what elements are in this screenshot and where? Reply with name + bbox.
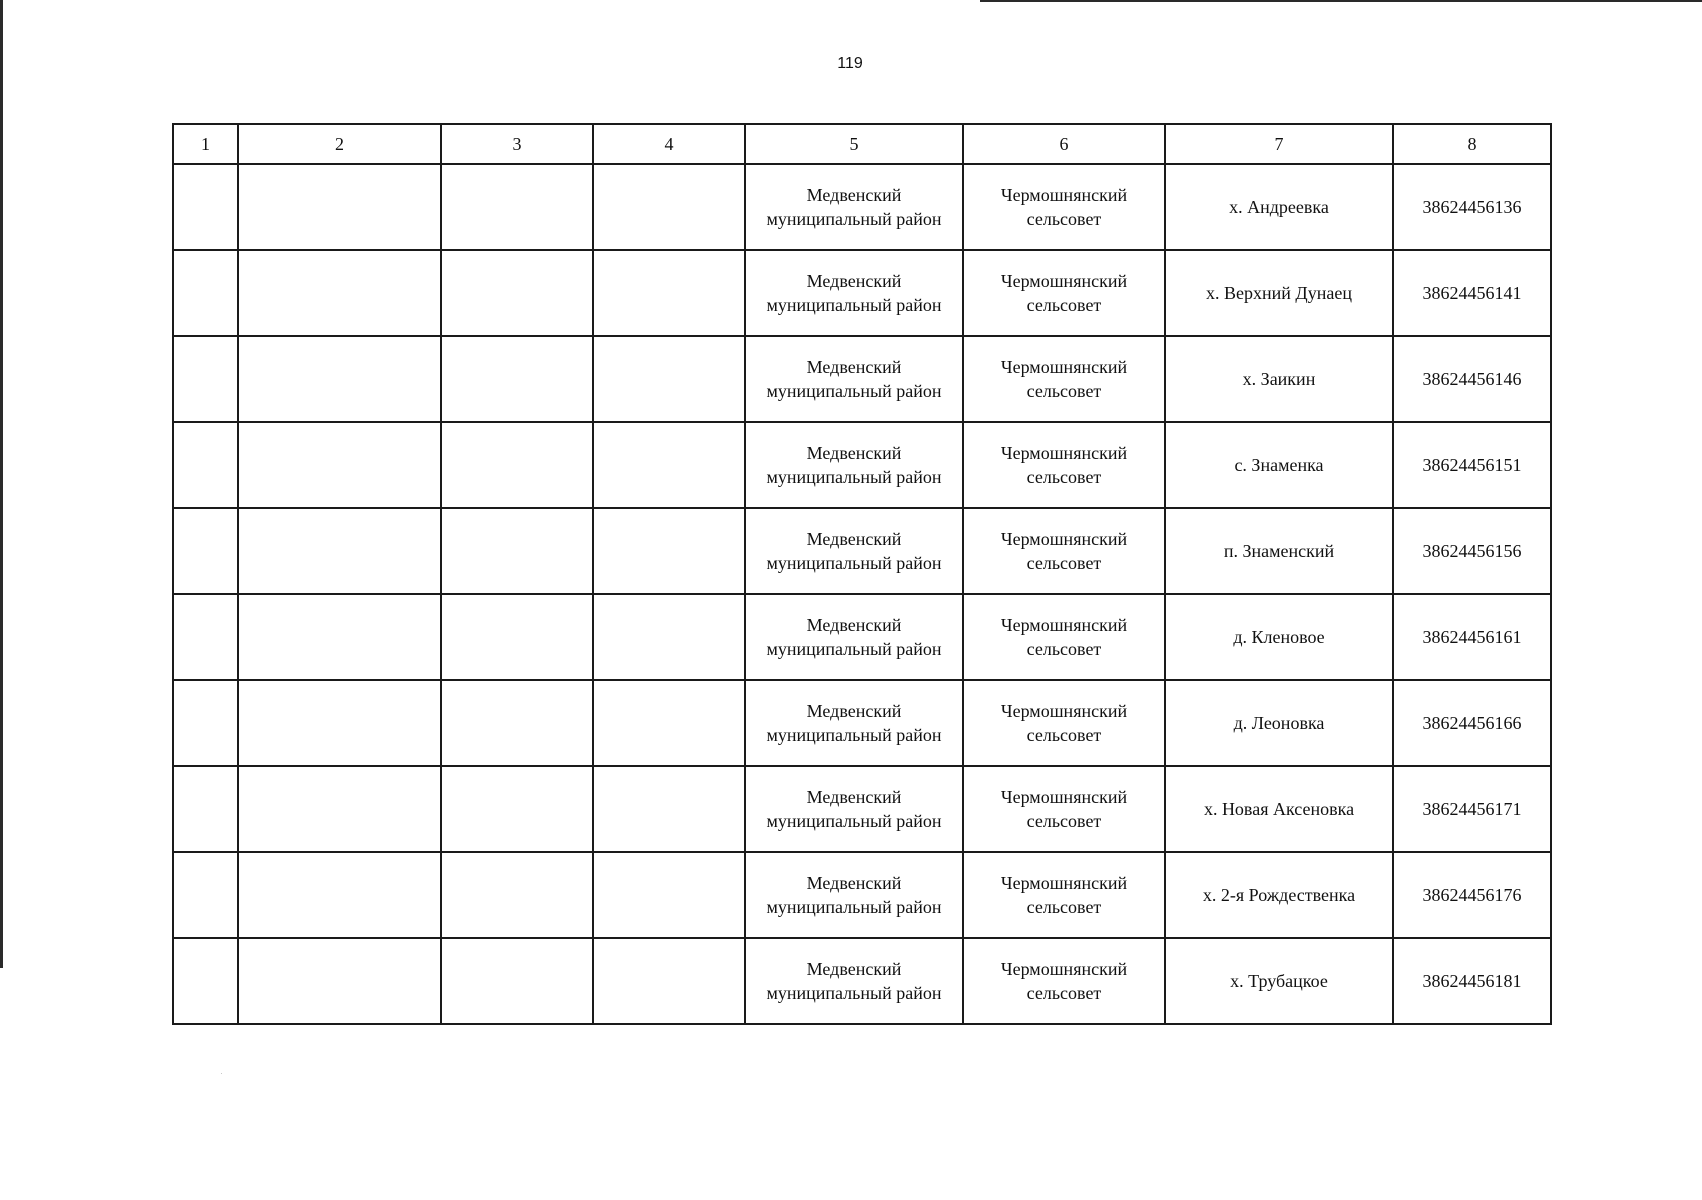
district-name: Медвенский: [806, 787, 902, 807]
cell-council: [963, 680, 1165, 766]
council-type: сельсовет: [1026, 983, 1102, 1003]
cell-col-1: [173, 508, 238, 594]
cell-col-3: [441, 164, 593, 250]
cell-col-3: [441, 594, 593, 680]
cell-settlement: д. Леоновка: [1165, 680, 1393, 766]
table-row: [173, 508, 1551, 594]
table-row: [173, 680, 1551, 766]
scan-top-edge: [980, 0, 1702, 2]
district-type: муниципальный район: [766, 295, 942, 315]
cell-col-2: [238, 336, 441, 422]
cell-col-4: [593, 250, 745, 336]
council-type: сельсовет: [1026, 209, 1102, 229]
scan-speck: [221, 1073, 222, 1074]
column-header-2: 2: [238, 124, 441, 164]
cell-oktmo-code: 38624456166: [1393, 680, 1551, 766]
cell-col-2: [238, 938, 441, 1024]
council-type: сельсовет: [1026, 553, 1102, 573]
cell-council: [963, 250, 1165, 336]
cell-col-3: [441, 422, 593, 508]
district-type: муниципальный район: [766, 811, 942, 831]
column-header-6: 6: [963, 124, 1165, 164]
table-row: [173, 164, 1551, 250]
cell-council: [963, 336, 1165, 422]
council-name: Чермошнянский: [1000, 959, 1128, 979]
council-name: Чермошнянский: [1000, 701, 1128, 721]
cell-district: [745, 336, 963, 422]
table-row: [173, 766, 1551, 852]
cell-col-2: [238, 766, 441, 852]
cell-col-4: [593, 336, 745, 422]
cell-district: [745, 250, 963, 336]
cell-col-1: [173, 250, 238, 336]
cell-col-4: [593, 852, 745, 938]
council-type: сельсовет: [1026, 897, 1102, 917]
cell-col-2: [238, 594, 441, 680]
cell-council: [963, 508, 1165, 594]
cell-district: [745, 164, 963, 250]
cell-council: [963, 594, 1165, 680]
cell-district: [745, 508, 963, 594]
cell-col-2: [238, 508, 441, 594]
cell-col-3: [441, 336, 593, 422]
cell-district: [745, 852, 963, 938]
council-type: сельсовет: [1026, 725, 1102, 745]
cell-col-3: [441, 250, 593, 336]
district-name: Медвенский: [806, 357, 902, 377]
council-name: Чермошнянский: [1000, 529, 1128, 549]
cell-col-1: [173, 422, 238, 508]
council-name: Чермошнянский: [1000, 787, 1128, 807]
cell-council: [963, 766, 1165, 852]
cell-district: [745, 680, 963, 766]
cell-oktmo-code: 38624456141: [1393, 250, 1551, 336]
cell-col-4: [593, 508, 745, 594]
council-name: Чермошнянский: [1000, 615, 1128, 635]
cell-oktmo-code: 38624456181: [1393, 938, 1551, 1024]
page-number: 119: [837, 55, 863, 72]
cell-col-4: [593, 422, 745, 508]
district-name: Медвенский: [806, 873, 902, 893]
district-type: муниципальный район: [766, 381, 942, 401]
cell-col-2: [238, 852, 441, 938]
council-name: Чермошнянский: [1000, 443, 1128, 463]
cell-oktmo-code: 38624456176: [1393, 852, 1551, 938]
cell-district: [745, 422, 963, 508]
table-row: [173, 938, 1551, 1024]
cell-oktmo-code: 38624456146: [1393, 336, 1551, 422]
cell-col-4: [593, 766, 745, 852]
cell-col-1: [173, 336, 238, 422]
cell-council: [963, 938, 1165, 1024]
column-header-1: 1: [173, 124, 238, 164]
cell-col-3: [441, 852, 593, 938]
district-name: Медвенский: [806, 529, 902, 549]
cell-col-1: [173, 852, 238, 938]
district-name: Медвенский: [806, 701, 902, 721]
scan-left-edge: [0, 0, 3, 968]
cell-col-4: [593, 164, 745, 250]
council-name: Чермошнянский: [1000, 873, 1128, 893]
cell-district: [745, 938, 963, 1024]
cell-col-1: [173, 594, 238, 680]
cell-district: [745, 594, 963, 680]
cell-council: [963, 422, 1165, 508]
cell-col-4: [593, 938, 745, 1024]
cell-col-1: [173, 938, 238, 1024]
cell-col-3: [441, 680, 593, 766]
cell-oktmo-code: 38624456156: [1393, 508, 1551, 594]
council-type: сельсовет: [1026, 639, 1102, 659]
district-name: Медвенский: [806, 443, 902, 463]
council-name: Чермошнянский: [1000, 357, 1128, 377]
cell-council: [963, 164, 1165, 250]
cell-district: [745, 766, 963, 852]
district-type: муниципальный район: [766, 725, 942, 745]
district-name: Медвенский: [806, 615, 902, 635]
cell-settlement: д. Кленовое: [1165, 594, 1393, 680]
cell-oktmo-code: 38624456161: [1393, 594, 1551, 680]
cell-settlement: х. Трубацкое: [1165, 938, 1393, 1024]
district-type: муниципальный район: [766, 983, 942, 1003]
district-name: Медвенский: [806, 271, 902, 291]
cell-settlement: х. 2-я Рождественка: [1165, 852, 1393, 938]
district-type: муниципальный район: [766, 639, 942, 659]
cell-settlement: х. Верхний Дунаец: [1165, 250, 1393, 336]
column-header-7: 7: [1165, 124, 1393, 164]
cell-oktmo-code: 38624456151: [1393, 422, 1551, 508]
cell-col-1: [173, 680, 238, 766]
cell-col-4: [593, 594, 745, 680]
table-row: [173, 594, 1551, 680]
cell-col-4: [593, 680, 745, 766]
column-header-3: 3: [441, 124, 593, 164]
cell-settlement: х. Андреевка: [1165, 164, 1393, 250]
table-row: [173, 250, 1551, 336]
council-type: сельсовет: [1026, 467, 1102, 487]
cell-settlement: х. Заикин: [1165, 336, 1393, 422]
cell-settlement: х. Новая Аксеновка: [1165, 766, 1393, 852]
cell-col-2: [238, 680, 441, 766]
table-row: [173, 422, 1551, 508]
registry-table: [172, 123, 1552, 1025]
cell-council: [963, 852, 1165, 938]
cell-col-2: [238, 422, 441, 508]
cell-col-2: [238, 164, 441, 250]
cell-settlement: п. Знаменский: [1165, 508, 1393, 594]
cell-col-3: [441, 508, 593, 594]
cell-settlement: с. Знаменка: [1165, 422, 1393, 508]
cell-col-1: [173, 164, 238, 250]
district-name: Медвенский: [806, 959, 902, 979]
cell-oktmo-code: 38624456171: [1393, 766, 1551, 852]
district-type: муниципальный район: [766, 209, 942, 229]
table-row: [173, 336, 1551, 422]
cell-oktmo-code: 38624456136: [1393, 164, 1551, 250]
council-name: Чермошнянский: [1000, 185, 1128, 205]
cell-col-3: [441, 938, 593, 1024]
column-header-5: 5: [745, 124, 963, 164]
district-type: муниципальный район: [766, 553, 942, 573]
district-type: муниципальный район: [766, 897, 942, 917]
column-header-8: 8: [1393, 124, 1551, 164]
council-type: сельсовет: [1026, 811, 1102, 831]
cell-col-1: [173, 766, 238, 852]
district-name: Медвенский: [806, 185, 902, 205]
column-header-4: 4: [593, 124, 745, 164]
district-type: муниципальный район: [766, 467, 942, 487]
table-row: [173, 852, 1551, 938]
council-type: сельсовет: [1026, 381, 1102, 401]
cell-col-3: [441, 766, 593, 852]
cell-col-2: [238, 250, 441, 336]
table-body: [173, 164, 1551, 1024]
council-name: Чермошнянский: [1000, 271, 1128, 291]
table-header-row: [173, 124, 1551, 164]
council-type: сельсовет: [1026, 295, 1102, 315]
